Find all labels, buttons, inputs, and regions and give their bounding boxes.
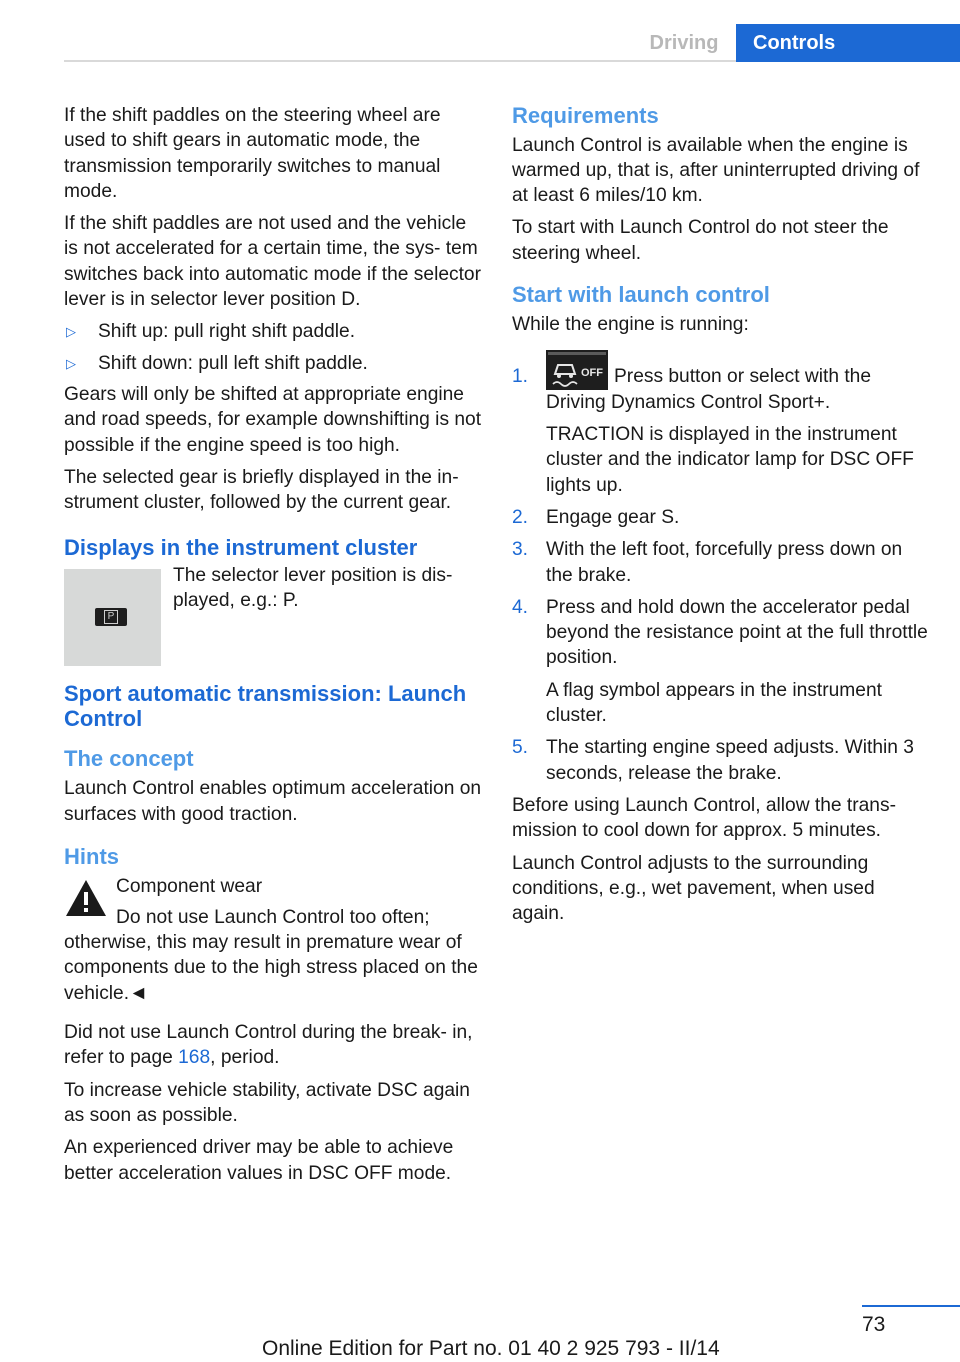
header-section-tab[interactable]: Driving bbox=[649, 31, 719, 54]
heading-launch-control: Sport automatic transmission: Launch Control bbox=[64, 680, 467, 732]
paragraph-automatic-return: If the shift paddles are not used and the vehicle is not accelerated for a certain time, the sys‐ tem switches back into automatic mode if the selector lever is in selector lever position D. bbox=[64, 213, 481, 311]
paragraph-no-steering: To start with Launch Control do not steer the steering wheel. bbox=[512, 217, 889, 264]
paragraph-shift-paddles: If the shift paddles on the steering wheel are used to shift gears in automatic mode, the transmission temporarily switches to manual mode. bbox=[64, 105, 441, 202]
list-item: 5. The starting engine speed adjusts. Within 3 seconds, release the brake. bbox=[512, 737, 914, 784]
heading-start-launch-control: Start with launch control bbox=[512, 281, 770, 307]
list-item: ▷ Shift up: pull right shift paddle. bbox=[64, 319, 484, 344]
paragraph-concept: Launch Control enables optimum acceleration on surfaces with good traction. bbox=[64, 778, 482, 825]
heading-concept: The concept bbox=[64, 745, 194, 771]
shift-bullet-list bbox=[64, 319, 484, 376]
list-item: 2. Engage gear S. bbox=[512, 506, 680, 528]
triangle-bullet-icon: ▷ bbox=[66, 324, 76, 340]
header-chapter-tab[interactable]: Controls bbox=[736, 24, 960, 62]
paragraph-surrounding-conditions: Launch Control adjusts to the surrounding conditions, e.g., wet pavement, when used again. bbox=[512, 852, 875, 925]
warning-title: Component wear bbox=[116, 875, 263, 897]
triangle-bullet-icon: ▷ bbox=[66, 355, 76, 371]
paragraph-requirements: Launch Control is available when the engine is warmed up, that is, after uninterrupted driving of at least 6 miles/10 km. bbox=[512, 134, 920, 207]
list-item: 4. Press and hold down the accelerator pedal beyond the resistance point at the full throttle position. A flag symbol appears in the instrument cluster. bbox=[512, 596, 928, 727]
warning-text: Do not use Launch Control too often; otherwise, this may result in premature wear of components due to the high stress placed on the vehicle.◄ bbox=[64, 906, 478, 1004]
page-number: 73 bbox=[862, 1313, 886, 1336]
footer-rule bbox=[862, 1305, 960, 1307]
list-item: 3. With the left foot, forcefully press down on the brake. bbox=[512, 539, 903, 586]
warning-block bbox=[64, 874, 484, 1006]
left-column bbox=[64, 103, 484, 1193]
instrument-cluster-image bbox=[64, 569, 161, 666]
paragraph-gear-speeds: Gears will only be shifted at appropriate engine and road speeds, for example downshifting is not possible if the engine speed is too high. bbox=[64, 383, 482, 456]
paragraph-break-in: Did not use Launch Control during the break‐ in, refer to page 168, period. bbox=[64, 1022, 473, 1069]
paragraph-engine-running: While the engine is running: bbox=[512, 314, 749, 336]
launch-steps-list bbox=[512, 364, 932, 786]
selector-position-display: P bbox=[95, 608, 127, 626]
page-reference-link[interactable]: 168 bbox=[178, 1047, 211, 1069]
warning-triangle-icon bbox=[64, 878, 108, 918]
heading-hints: Hints bbox=[64, 844, 119, 870]
list-item: ▷ Shift down: pull left shift paddle. bbox=[64, 351, 484, 376]
dsc-off-button-icon bbox=[546, 350, 608, 390]
paragraph-gear-display: The selected gear is briefly displayed in the in‐ strument cluster, followed by the current gear. bbox=[64, 466, 459, 514]
paragraph-experienced-driver: An experienced driver may be able to achieve better acceleration values in DSC OFF mode. bbox=[64, 1137, 454, 1184]
heading-displays: Displays in the instrument cluster bbox=[64, 535, 418, 561]
heading-requirements: Requirements bbox=[512, 103, 659, 128]
edition-note: Online Edition for Part no. 01 40 2 925 793 - II/14 bbox=[262, 1337, 720, 1360]
svg-text:OFF: OFF bbox=[581, 366, 603, 379]
display-description: The selector lever position is dis‐ played, e.g.: P. bbox=[173, 564, 453, 612]
right-column bbox=[512, 103, 932, 933]
paragraph-activate-dsc: To increase vehicle stability, activate DSC again as soon as possible. bbox=[64, 1079, 470, 1126]
paragraph-cool-down: Before using Launch Control, allow the trans‐ mission to cool down for approx. 5 minutes. bbox=[512, 794, 896, 842]
list-item: 1. OFF Press button or select with the Driving Dynamics Control Sport+. TRACTION is displayed in the instrument cluster and the indicator lamp for DSC OFF lights up. bbox=[512, 364, 932, 498]
display-block bbox=[64, 563, 484, 675]
